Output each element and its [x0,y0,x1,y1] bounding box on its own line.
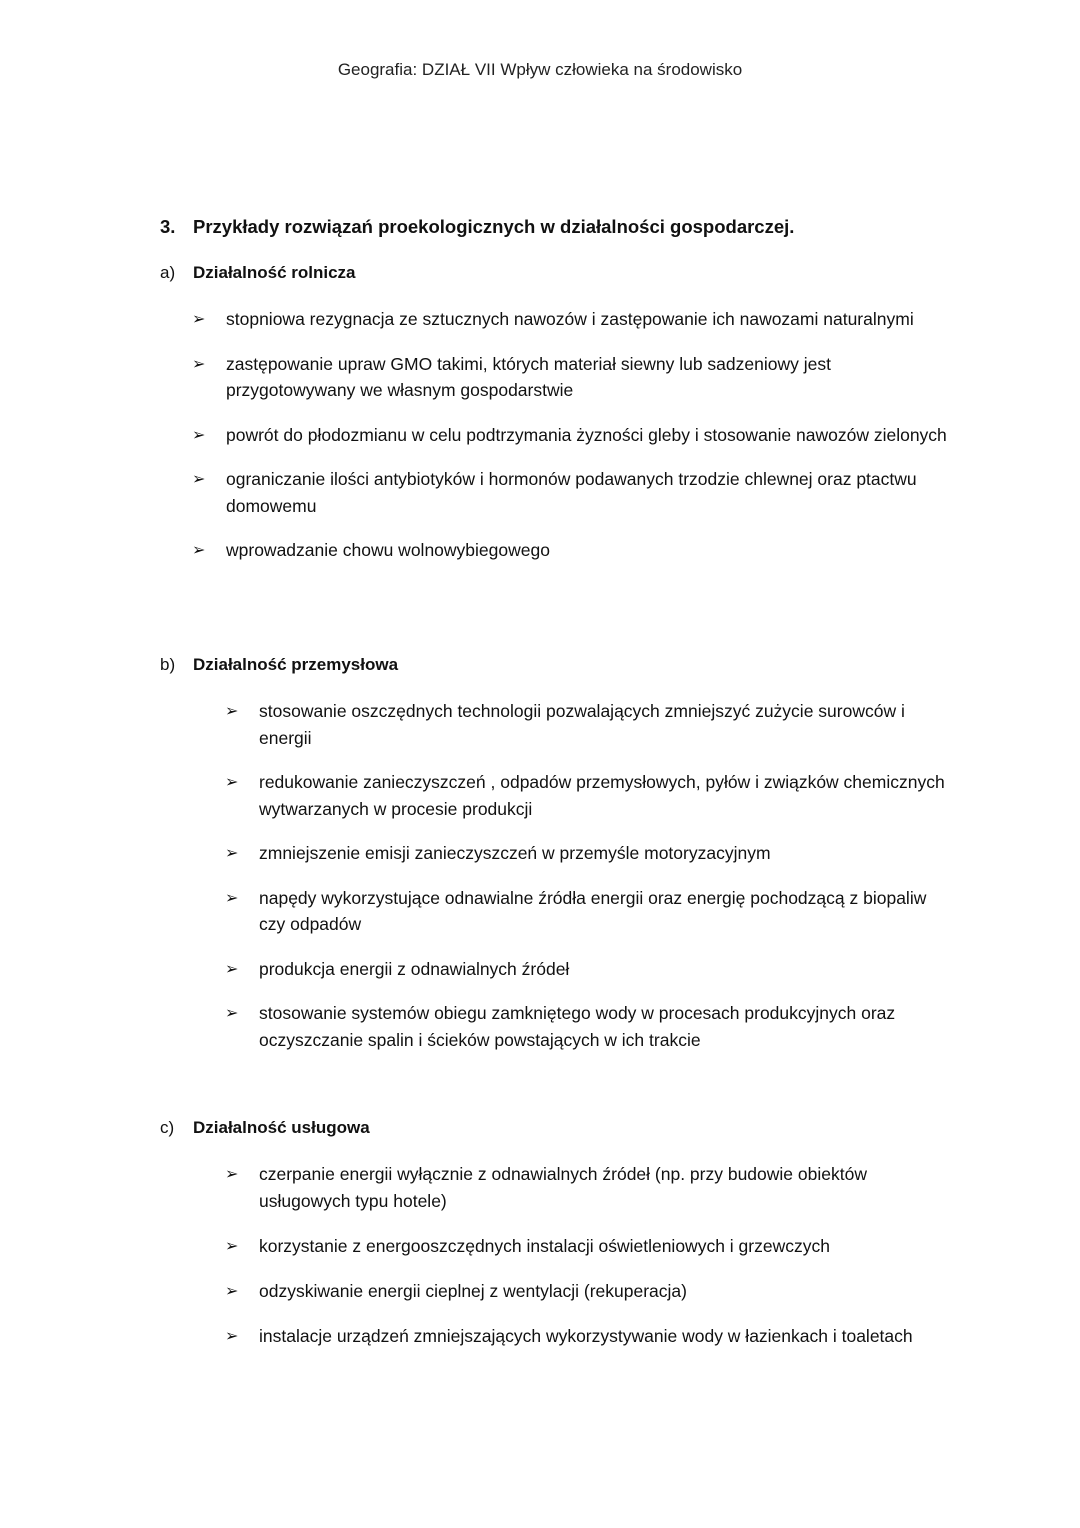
arrow-bullet-icon: ➢ [225,887,239,907]
arrow-bullet-icon: ➢ [192,353,206,373]
arrow-bullet-icon: ➢ [225,1164,239,1183]
arrow-bullet-icon: ➢ [225,958,239,978]
bullet-list-agriculture [192,306,952,582]
arrow-bullet-icon: ➢ [225,772,239,791]
list-item: ➢ produkcja energii z odnawialnych źródeł [225,956,945,983]
subsection-title-a [160,263,356,283]
page-header: Geografia: DZIAŁ VII Wpływ człowieka na środowisko [337,60,743,79]
subsection-title-text: Działalność przemysłowa [193,655,399,674]
list-item: ➢ napędy wykorzystujące odnawialne źródła energii oraz energię pochodzącą z biopaliw czy odpadów [225,885,945,938]
list-item: ➢ wprowadzanie chowu wolnowybiegowego [192,537,952,564]
arrow-bullet-icon: ➢ [225,843,239,862]
bullet-list-industry [225,698,945,1071]
list-item: ➢ redukowanie zanieczyszczeń , odpadów przemysłowych, pyłów i związków chemicznych wytwarzanych w procesie produkcji [225,769,945,822]
heading-number: 3. [160,216,176,237]
arrow-bullet-icon: ➢ [225,1003,239,1022]
arrow-bullet-icon: ➢ [225,1325,239,1345]
list-item: ➢ stosowanie systemów obiegu zamkniętego wody w procesach produkcyjnych oraz oczyszczanie spalin i ścieków powstających w ich trakcie [225,1000,945,1053]
list-item: ➢ stosowanie oszczędnych technologii pozwalających zmniejszyć zużycie surowców i energii [225,698,945,751]
subsection-title-text: Działalność rolnicza [193,263,356,282]
subsection-title-b [160,655,398,675]
arrow-bullet-icon: ➢ [225,701,239,720]
arrow-bullet-icon: ➢ [192,424,206,444]
bullet-list-services [225,1161,955,1368]
heading-text: Przykłady rozwiązań proekologicznych w działalności gospodarczej. [193,216,795,237]
subsection-letter: a) [160,263,176,282]
list-item: ➢ korzystanie z energooszczędnych instalacji oświetleniowych i grzewczych [225,1233,955,1260]
list-item: ➢ odzyskiwanie energii cieplnej z wentylacji (rekuperacja) [225,1278,955,1305]
subsection-title-c [160,1118,370,1138]
arrow-bullet-icon: ➢ [225,1235,239,1255]
list-item: ➢ czerpanie energii wyłącznie z odnawialnych źródeł (np. przy budowie obiektów usługowych typu hotele) [225,1161,955,1214]
arrow-bullet-icon: ➢ [192,309,206,328]
subsection-letter: b) [160,655,176,674]
list-item: ➢ instalacje urządzeń zmniejszających wykorzystywanie wody w łazienkach i toaletach [225,1323,955,1350]
arrow-bullet-icon: ➢ [192,469,206,488]
subsection-letter: c) [160,1118,175,1137]
list-item: ➢ stopniowa rezygnacja ze sztucznych nawozów i zastępowanie ich nawozami naturalnymi [192,306,952,333]
arrow-bullet-icon: ➢ [192,540,206,559]
section-heading [160,216,794,238]
list-item: ➢ zastępowanie upraw GMO takimi, których materiał siewny lub sadzeniowy jest przygotowywany we własnym gospodarstwie [192,351,952,404]
list-item: ➢ powrót do płodozmianu w celu podtrzymania żyzności gleby i stosowanie nawozów zielonych [192,422,952,449]
subsection-title-text: Działalność usługowa [193,1118,370,1137]
list-item: ➢ ograniczanie ilości antybiotyków i hormonów podawanych trzodzie chlewnej oraz ptactwu domowemu [192,466,952,519]
list-item: ➢ zmniejszenie emisji zanieczyszczeń w przemyśle motoryzacyjnym [225,840,945,867]
arrow-bullet-icon: ➢ [225,1280,239,1300]
